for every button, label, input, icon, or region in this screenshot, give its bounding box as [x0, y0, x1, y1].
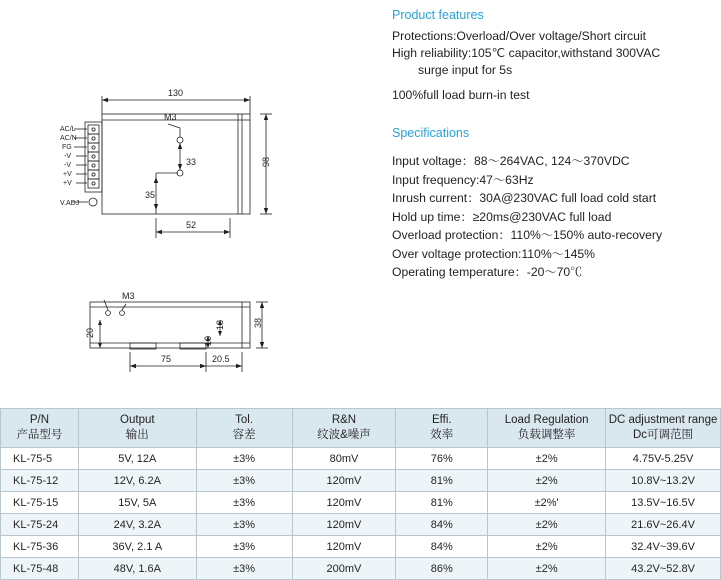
column-header-dc-adjustment-cn: Dc可调范围	[633, 429, 694, 441]
product-features-section	[392, 8, 714, 104]
dim-inner-35: 35	[145, 190, 156, 200]
column-header-rn-cn: 纹波&噪声	[317, 429, 371, 441]
column-header-effi-en: Effi.	[431, 414, 452, 426]
dim-bottom-205: 20.5	[212, 354, 230, 364]
cell-output: 5V, 12A	[78, 448, 196, 470]
cell-effi: 81%	[396, 470, 488, 492]
cell-load-regulation: ±2%	[488, 558, 606, 580]
cell-tol: ±3%	[196, 448, 292, 470]
cell-output: 15V, 5A	[78, 492, 196, 514]
cell-load-regulation: ±2%	[488, 448, 606, 470]
terminal-label-acn: AC/N	[60, 135, 77, 142]
spec-line-over-voltage-protection: Over voltage protection:110%～145%	[392, 246, 596, 261]
terminal-label-vadj: V.ADJ	[60, 200, 80, 207]
cell-effi: 84%	[396, 536, 488, 558]
cell-tol: ±3%	[196, 514, 292, 536]
terminal-label-minus-v-1: -V	[64, 153, 71, 160]
drawing-side-view	[60, 280, 360, 395]
dim-inner-10: 10	[203, 335, 213, 346]
cell-pn: KL-75-12	[1, 470, 79, 492]
terminal-label-fg: FG	[62, 144, 72, 151]
label-m3-top: M3	[164, 112, 177, 122]
cell-pn: KL-75-48	[1, 558, 79, 580]
cell-effi: 86%	[396, 558, 488, 580]
column-header-dc-adjustment-en: DC adjustment range	[608, 414, 718, 426]
column-header-tol	[196, 409, 292, 448]
feature-line-3: surge input for 5s	[418, 63, 513, 77]
feature-line-1: Protections:Overload/Over voltage/Short circuit	[392, 29, 647, 43]
feature-spacer	[392, 79, 714, 87]
cell-dc-adjustment: 21.6V~26.4V	[606, 514, 721, 536]
cell-output: 24V, 3.2A	[78, 514, 196, 536]
column-header-pn	[1, 409, 79, 448]
cell-effi: 76%	[396, 448, 488, 470]
cell-pn: KL-75-5	[1, 448, 79, 470]
cell-dc-adjustment: 32.4V~39.6V	[606, 536, 721, 558]
cell-effi: 81%	[396, 492, 488, 514]
dim-bottom-75: 75	[161, 354, 172, 364]
table-row	[1, 470, 721, 492]
cell-pn: KL-75-15	[1, 492, 79, 514]
cell-pn: KL-75-24	[1, 514, 79, 536]
dim-inner-18: 18	[215, 319, 225, 330]
cell-load-regulation: ±2%	[488, 470, 606, 492]
cell-rn: 120mV	[292, 514, 396, 536]
table-header-row	[1, 409, 721, 448]
cell-pn: KL-75-36	[1, 536, 79, 558]
cell-load-regulation: ±2%	[488, 514, 606, 536]
column-header-pn-en: P/N	[29, 414, 50, 426]
column-header-output-cn: 输出	[125, 429, 149, 441]
cell-rn: 120mV	[292, 470, 396, 492]
feature-line-4: 100%full load burn-in test	[392, 88, 530, 102]
cell-rn: 120mV	[292, 492, 396, 514]
cell-load-regulation: ±2%	[488, 536, 606, 558]
column-header-rn	[292, 409, 396, 448]
column-header-tol-cn: 容差	[232, 429, 256, 441]
column-header-dc-adjustment	[606, 409, 721, 448]
product-info-column	[392, 8, 714, 282]
spec-line-input-voltage: Input voltage：88～264VAC, 124～370VDC	[392, 154, 630, 168]
cell-output: 12V, 6.2A	[78, 470, 196, 492]
cell-tol: ±3%	[196, 470, 292, 492]
product-features-title: Product features	[392, 8, 484, 22]
cell-dc-adjustment: 4.75V-5.25V	[606, 448, 721, 470]
spec-line-inrush-current: Inrush current：30A@230VAC full load cold start	[392, 191, 657, 205]
cell-rn: 80mV	[292, 448, 396, 470]
column-header-rn-en: R&N	[331, 414, 357, 426]
dim-bottom-52: 52	[186, 220, 197, 230]
dim-top-130: 130	[168, 88, 184, 98]
cell-tol: ±3%	[196, 492, 292, 514]
terminal-label-plus-v-2: +V	[63, 180, 72, 187]
specifications-title: Specifications	[392, 126, 470, 140]
column-header-output-en: Output	[120, 414, 155, 426]
cell-dc-adjustment: 43.2V~52.8V	[606, 558, 721, 580]
spec-line-input-frequency: Input frequency:47～63Hz	[392, 172, 534, 187]
spec-line-operating-temperature: Operating temperature：-20～70℃	[392, 265, 583, 279]
specification-table	[0, 408, 721, 580]
specification-table-wrapper	[0, 408, 721, 580]
dim-right-38: 38	[253, 317, 263, 328]
column-header-output	[78, 409, 196, 448]
column-header-effi-cn: 效率	[430, 429, 454, 441]
specifications-section	[392, 126, 714, 282]
feature-line-2: High reliability:105℃ capacitor,withstand 300VAC	[392, 46, 661, 60]
column-header-load-regulation	[488, 409, 606, 448]
table-row	[1, 536, 721, 558]
spec-line-overload-protection: Overload protection：110%～150% auto-recovery	[392, 228, 663, 242]
cell-tol: ±3%	[196, 536, 292, 558]
terminal-label-minus-v-2: -V	[64, 162, 71, 169]
terminal-label-plus-v-1: +V	[63, 171, 72, 178]
table-row	[1, 558, 721, 580]
column-header-load-regulation-en: Load Regulation	[504, 414, 589, 426]
cell-dc-adjustment: 13.5V~16.5V	[606, 492, 721, 514]
column-header-pn-cn: 产品型号	[16, 429, 63, 441]
column-header-effi	[396, 409, 488, 448]
table-row	[1, 448, 721, 470]
column-header-tol-en: Tol.	[235, 414, 254, 426]
drawing-top-view	[60, 70, 360, 265]
cell-output: 48V, 1.6A	[78, 558, 196, 580]
table-row	[1, 492, 721, 514]
spec-line-hold-up-time: Hold up time：≥20ms@230VAC full load	[392, 209, 612, 224]
dim-left-20: 20	[85, 327, 95, 338]
cell-effi: 84%	[396, 514, 488, 536]
cell-output: 36V, 2.1 A	[78, 536, 196, 558]
terminal-label-acl: AC/L	[60, 126, 76, 133]
dim-right-98: 98	[261, 156, 271, 167]
label-m3-bottom: M3	[122, 291, 135, 301]
cell-dc-adjustment: 10.8V~13.2V	[606, 470, 721, 492]
cell-load-regulation: ±2%'	[488, 492, 606, 514]
cell-rn: 120mV	[292, 536, 396, 558]
dim-inner-33: 33	[186, 157, 197, 167]
table-row	[1, 514, 721, 536]
cell-rn: 200mV	[292, 558, 396, 580]
cell-tol: ±3%	[196, 558, 292, 580]
column-header-load-regulation-cn: 负载调整率	[517, 429, 576, 441]
